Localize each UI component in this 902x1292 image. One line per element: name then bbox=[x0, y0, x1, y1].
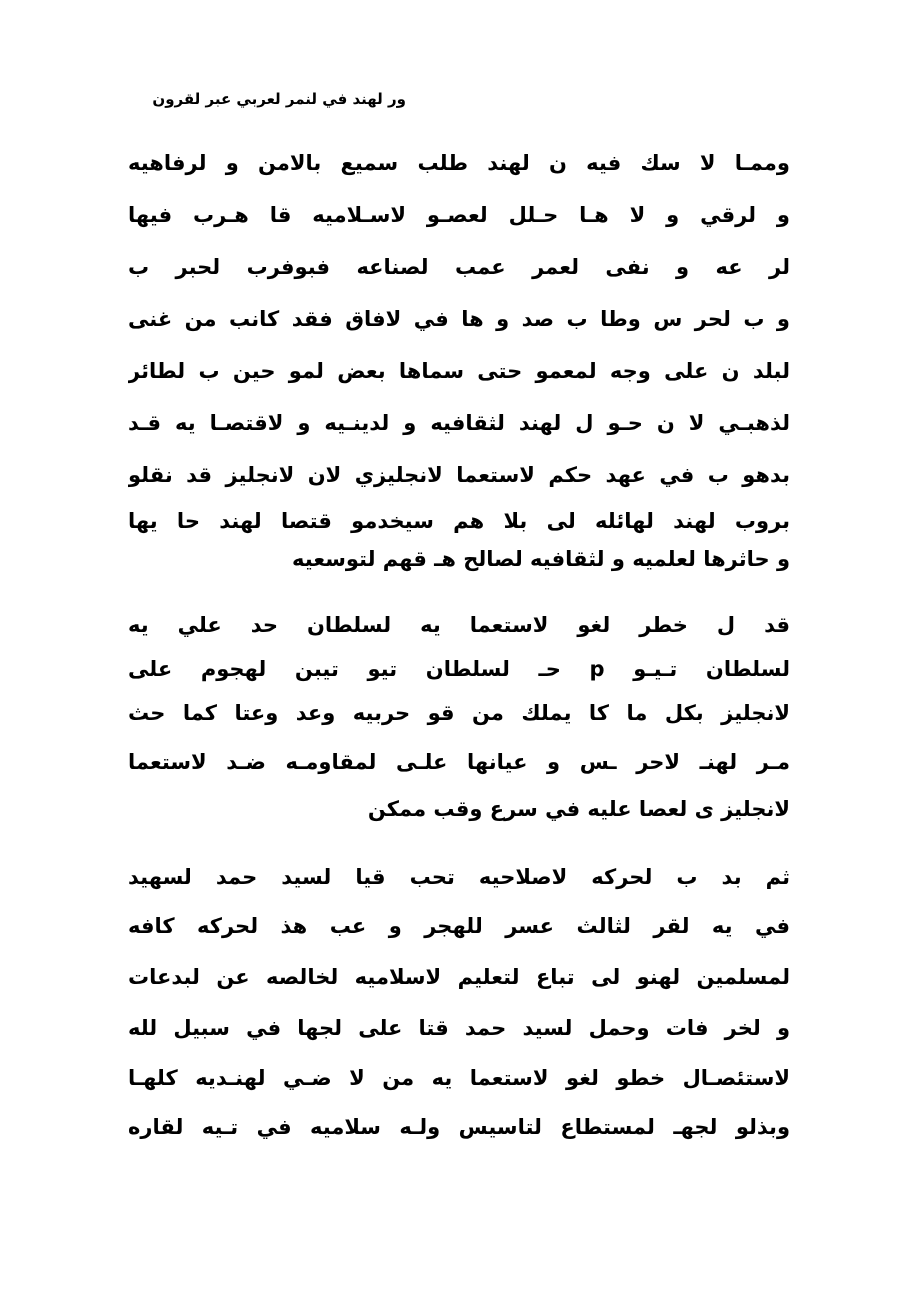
text-line: ثم بد ب لحركه لاصلاحيه تحب قيا لسيد حمد لسهيد bbox=[128, 865, 790, 889]
text-line: بروب لهند لهائله لى بلا هم سيخدمو قتصا لهند حا يها bbox=[128, 509, 790, 533]
text-line: لاستئصـال خطو لغو لاستعما يه من لا ضـي لهنـديه كلهـا bbox=[128, 1066, 790, 1090]
text-line: في يه لقر لثالث عسر للهجر و عب هذ لحركه كافه bbox=[128, 914, 790, 938]
text-line: و لرقي و لا هـا حـلل لعصـو لاسـلاميه قا هـرب فيها bbox=[128, 203, 790, 227]
text-line: وممـا لا سك فيه ن لهند طلب سميع بالامن و لرفاهيه bbox=[128, 151, 790, 175]
text-line: لر عه و نفى لعمر عمب لصناعه فبوفرب لحبر ب bbox=[128, 255, 790, 279]
text-line: و حاثرها لعلميه و لثقافيه لصالح هـ قهم لتوسعيه bbox=[292, 547, 790, 571]
text-line: وبذلو لجهـ لمستطاع لتاسيس ولـه سلاميه في تـيه لقاره bbox=[128, 1115, 790, 1139]
text-line: لذهبـي لا ن حـو ل لهند لثقافيه و لدينـيه و لاقتصـا يه قـد bbox=[128, 411, 790, 435]
text-line: لانجليز ى لعصا عليه في سرع وقب ممكن bbox=[367, 797, 790, 821]
text-line: و ب لحر س وطا ب صد و ها في لافاق فقد كانب من غنى bbox=[128, 307, 790, 331]
text-line: لبلد ن على وجه لمعمو حتى سماها بعض لمو حين ب لطائر bbox=[128, 359, 790, 383]
text-line: لسلطان تـيـو p حـ لسلطان تيو تيبن لهجوم على bbox=[128, 657, 790, 681]
text-line: لمسلمين لهنو لى تباع لتعليم لاسلاميه لخالصه عن لبدعات bbox=[128, 965, 790, 989]
text-line: لانجليز بكل ما كا يملك من قو حربيه وعد وعتا كما حث bbox=[128, 701, 790, 725]
text-line: مـر لهنـ لاحر ـس و عيانها علـى لمقاومـه ضـد لاستعما bbox=[128, 750, 790, 774]
text-line: قد ل خطر لغو لاستعما يه لسلطان حد علي يه bbox=[128, 613, 790, 637]
text-line: و لخر فات وحمل لسيد حمد قتا على لجها في سبيل لله bbox=[128, 1016, 790, 1040]
text-line: بدهو ب في عهد حكم لاستعما لانجليزي لان لانجليز قد نقلو bbox=[128, 463, 790, 487]
running-header: ور لهند في لنمر لعربي عبر لقرون bbox=[152, 90, 406, 108]
